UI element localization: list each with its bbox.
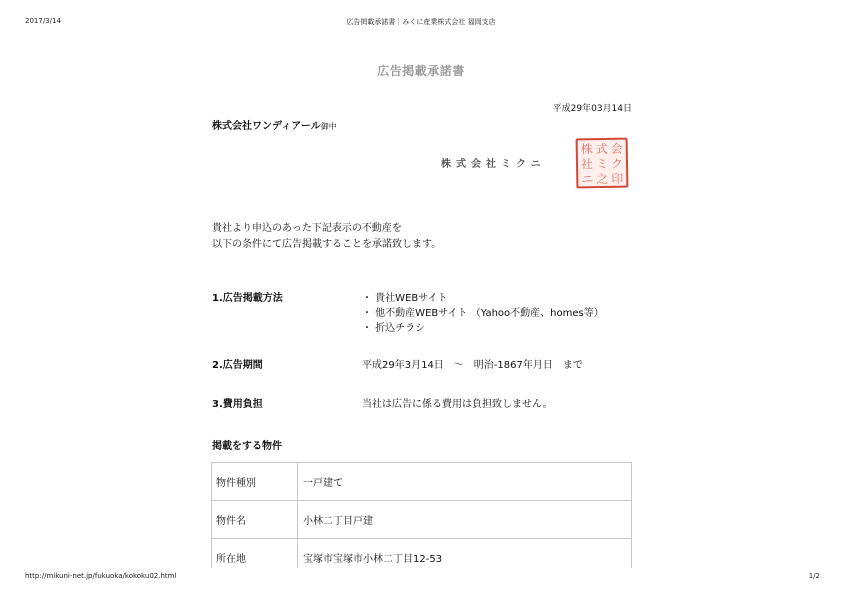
seal-char: ミ (595, 156, 609, 172)
cost-label: 3.費用負担 (212, 399, 263, 410)
print-header-date: 2017/3/14 (25, 17, 61, 25)
document-date: 平成29年03月14日 (552, 104, 632, 114)
intro-line: 以下の条件にて広告掲載することを承諾致します。 (212, 239, 442, 250)
seal-char: 印 (611, 171, 624, 186)
property-value: 小林二丁目戸建 (298, 501, 632, 539)
addressee-name: 株式会社ワンディアール (212, 121, 321, 132)
seal-char: 会 (610, 141, 623, 156)
seal-char: 式 (595, 141, 608, 157)
property-heading: 掲載をする物件 (212, 441, 282, 452)
seal-char: ク (610, 156, 624, 171)
addressee-suffix: 御中 (320, 122, 337, 131)
property-key: 物件名 (212, 501, 298, 539)
method-item: ・ 他不動産WEBサイト （Yahoo不動産、homes等） (362, 308, 604, 319)
print-header-title: 広告掲載承諾書｜みくに産業株式会社 福岡支店 (346, 18, 496, 26)
intro-line: 貴社より申込のあった下記表示の不動産を (212, 223, 402, 234)
document-title: 広告掲載承諾書 (377, 64, 465, 78)
print-footer-url: http://mikuni-net.jp/fukuoka/kokoku02.html (25, 572, 177, 580)
cost-value: 当社は広告に係る費用は負担致しません。 (362, 399, 553, 410)
seal-char: 株 (580, 142, 593, 157)
method-item: ・ 折込チラシ (362, 323, 426, 334)
seal-char: ニ (581, 172, 594, 187)
property-key: 所在地 (212, 539, 298, 577)
property-table (211, 462, 632, 577)
property-value: 一戸建て (298, 463, 632, 501)
period-label: 2.広告期間 (212, 360, 263, 371)
seal-char: 之 (596, 171, 609, 187)
property-value: 宝塚市宝塚市小林二丁目12-53 (298, 539, 632, 577)
addressee (212, 117, 337, 132)
table-row (212, 463, 632, 501)
seal-char: 社 (580, 157, 594, 172)
issuer-company: 株式会社ミクニ (441, 159, 546, 170)
method-label: 1.広告掲載方法 (212, 293, 283, 304)
period-value: 平成29年3月14日 ～ 明治-1867年月日 まで (362, 360, 583, 371)
company-seal (576, 138, 629, 189)
method-item: ・ 貴社WEBサイト (362, 293, 448, 304)
property-key: 物件種別 (212, 463, 298, 501)
table-row (212, 501, 632, 539)
print-footer-page: 1/2 (808, 572, 820, 580)
